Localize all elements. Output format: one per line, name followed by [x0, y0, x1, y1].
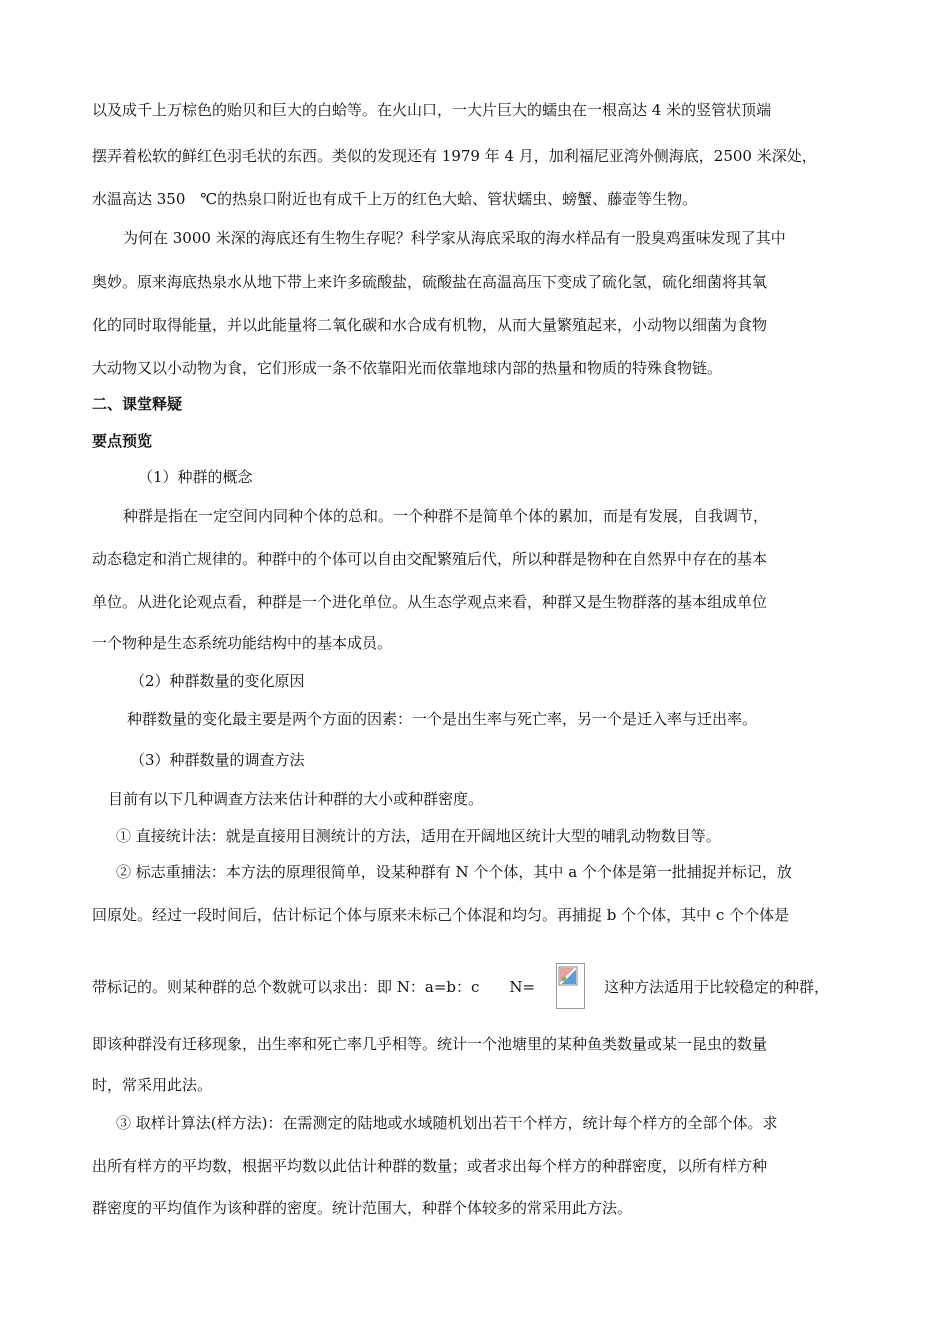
paragraph-line: 单位。从进化论观点看，种群是一个进化单位。从生态学观点来看，种群又是生物群落的基本组成单位	[92, 593, 768, 611]
paragraph-line: 为何在 3000 米深的海底还有生物生存呢？科学家从海底采取的海水样品有一股臭鸡蛋味发现了其中	[123, 229, 786, 247]
subsection-title: 要点预览	[92, 432, 153, 450]
paragraph-line: 群密度的平均值作为该种群的密度。统计范围大，种群个体较多的常采用此方法。	[92, 1199, 633, 1217]
paragraph-line: 出所有样方的平均数，根据平均数以此估计种群的数量；或者求出每个样方的种群密度，以所有样方种	[92, 1157, 768, 1175]
paragraph-line: 化的同时取得能量，并以此能量将二氧化碳和水合成有机物，从而大量繁殖起来，小动物以细菌为食物	[92, 316, 768, 334]
paragraph-line: 动态稳定和消亡规律的。种群中的个体可以自由交配繁殖后代，所以种群是物种在自然界中存在的基本	[92, 550, 768, 568]
paragraph-line: 奥妙。原来海底热泉水从地下带上来许多硫酸盐，硫酸盐在高温高压下变成了硫化氢，硫化细菌将其氧	[92, 273, 768, 291]
method-item: ③ 取样计算法(样方法)：在需测定的陆地或水域随机划出若干个样方，统计每个样方的全部个体。求	[116, 1114, 778, 1132]
method-item: ① 直接统计法：就是直接用目测统计的方法，适用在开阔地区统计大型的哺乳动物数目等。	[116, 827, 721, 845]
section-title: 二、课堂释疑	[92, 395, 183, 413]
paragraph-line: 种群数量的变化最主要是两个方面的因素：一个是出生率与死亡率，另一个是迁入率与迁出率。	[127, 710, 758, 728]
formula-line: 带标记的。则某种群的总个数就可以求出：即 N：a=b：c N=	[92, 978, 536, 996]
paragraph-line: 以及成千上万棕色的贻贝和巨大的白蛤等。在火山口，一大片巨大的蠕虫在一根高达 4 米的竖管状顶端	[92, 101, 772, 119]
point-heading: （2）种群数量的变化原因	[130, 672, 305, 690]
paragraph-line: 一个物种是生态系统功能结构中的基本成员。	[92, 634, 393, 652]
paragraph-line: 种群是指在一定空间内同种个体的总和。一个种群不是简单个体的累加，而是有发展，自我调节，	[123, 507, 769, 525]
method-item: ② 标志重捕法：本方法的原理很简单，设某种群有 N 个个体，其中 a 个个体是第一批捕捉并标记，放	[116, 863, 792, 881]
point-heading: （3）种群数量的调查方法	[130, 751, 305, 769]
paragraph-line: 回原处。经过一段时间后，估计标记个体与原来未标己个体混和均匀。再捕捉 b 个个体，其中 c 个个体是	[92, 906, 790, 924]
paragraph-line: 目前有以下几种调查方法来估计种群的大小或种群密度。	[108, 790, 484, 808]
paragraph-line: 摆弄着松软的鲜红色羽毛状的东西。类似的发现还有 1979 年 4 月，加利福尼亚湾外侧海底，2500 米深处，	[92, 147, 817, 165]
point-heading: （1）种群的概念	[138, 468, 253, 486]
paragraph-line: 即该种群没有迁移现象，出生率和死亡率几乎相等。统计一个池塘里的某种鱼类数量或某一昆虫的数量	[92, 1035, 768, 1053]
formula-image	[556, 963, 585, 1009]
paragraph-line: 这种方法适用于比较稳定的种群，	[604, 978, 830, 996]
paragraph-line: 时，常采用此法。	[92, 1076, 213, 1094]
paragraph-line: 水温高达 350 ℃的热泉口附近也有成千上万的红色大蛤、管状蠕虫、螃蟹、藤壶等生物。	[92, 190, 698, 208]
paragraph-line: 大动物又以小动物为食，它们形成一条不依靠阳光而依靠地球内部的热量和物质的特殊食物链。	[92, 359, 723, 377]
broken-image-icon	[557, 964, 584, 1008]
